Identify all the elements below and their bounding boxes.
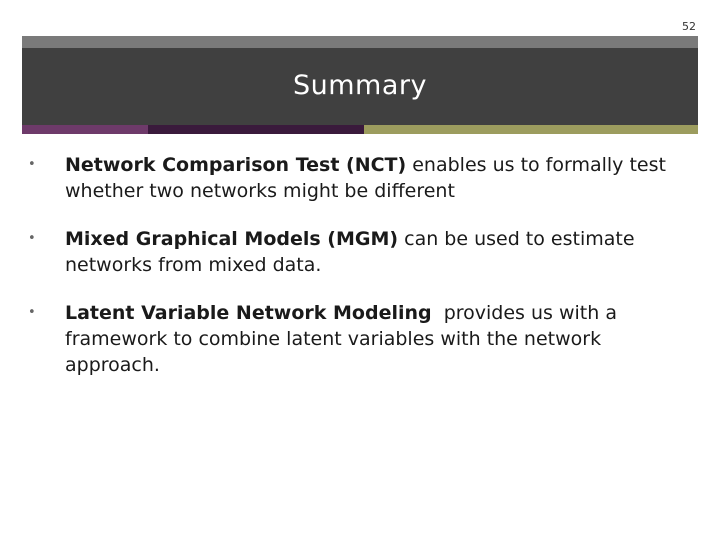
bullet-item-mgm (28, 226, 668, 278)
bullet-list (28, 152, 668, 400)
accent-segment-olive (364, 125, 698, 134)
bullet-marker: • (28, 231, 36, 246)
bullet-item-nct (28, 152, 668, 204)
header-top-rule (22, 36, 698, 48)
accent-segment-purple (22, 125, 148, 134)
title-bar (22, 48, 698, 125)
bullet-marker: • (28, 305, 36, 320)
bullet-term: Latent Variable Network Modeling (65, 302, 432, 324)
page-number: 52 (682, 20, 696, 33)
bullet-text: provides us with a framework to combine latent variables with the network approach. (65, 302, 624, 376)
bullet-item-latent-variable (28, 300, 668, 378)
bullet-term: Mixed Graphical Models (MGM) (65, 228, 399, 250)
slide-title: Summary (293, 70, 427, 101)
bullet-marker: • (28, 157, 36, 172)
bullet-term: Network Comparison Test (NCT) (65, 154, 407, 176)
bullet-text: can be used to estimate networks from mixed data. (65, 228, 635, 276)
accent-stripe (22, 125, 698, 134)
bullet-text: enables us to formally test whether two networks might be different (65, 154, 666, 202)
accent-segment-dark-purple (148, 125, 364, 134)
